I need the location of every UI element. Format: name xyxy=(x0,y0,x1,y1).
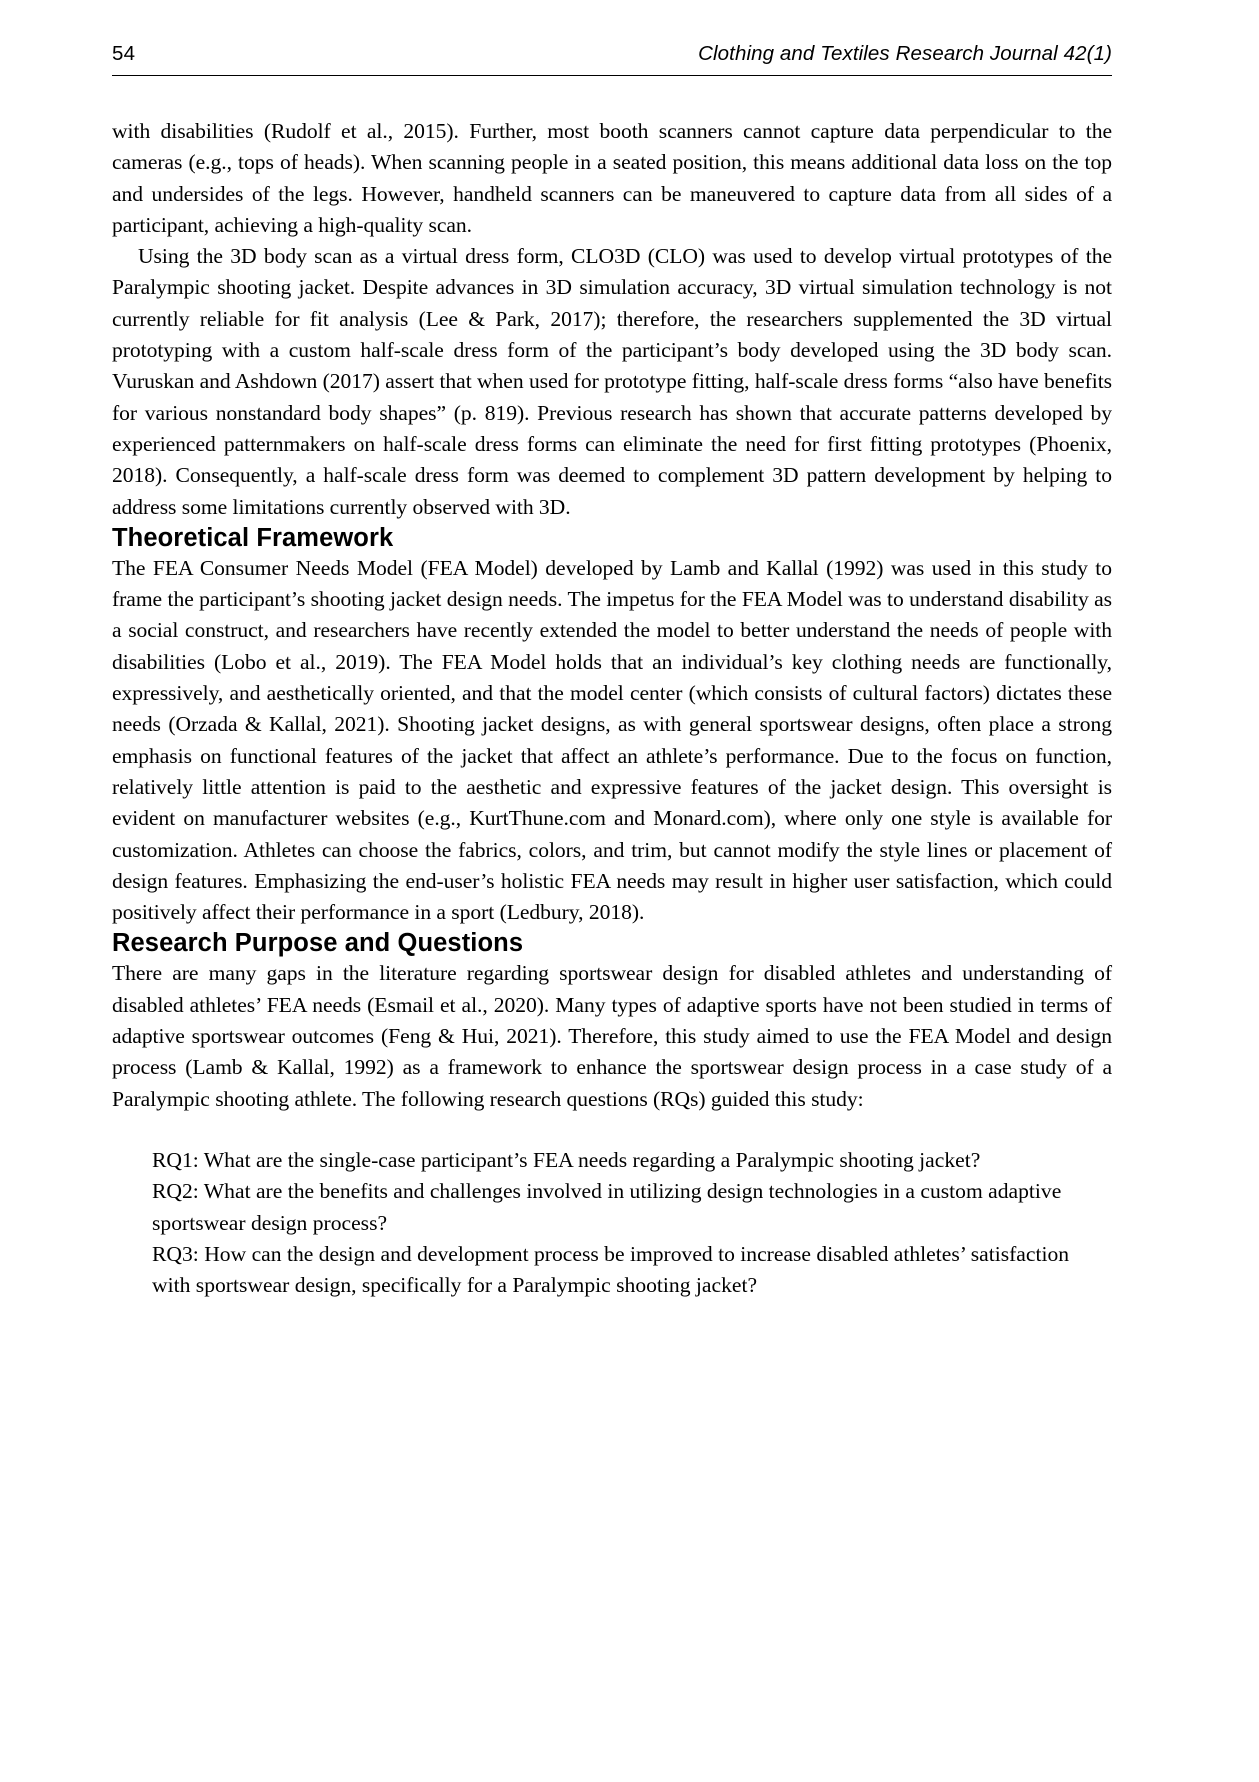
list-item: RQ3: How can the design and development process be improved to increase disabled athletes’ satisfaction with sportswear design, specifically for a Paralympic shooting jacket? xyxy=(152,1241,1070,1298)
list-item: RQ1: What are the single-case participant’s FEA needs regarding a Paralympic shooting jacket? xyxy=(152,1147,981,1172)
paragraph-continued: with disabilities (Rudolf et al., 2015). Further, most booth scanners cannot capture data perpendicular to the cameras (e.g., tops of heads). When scanning people in a seated position, this means additional data loss on the top and undersides of the legs. However, handheld scanners can be maneuvered to capture data from all sides of a participant, achieving a high-quality scan. xyxy=(112,119,1112,237)
heading-theoretical-framework: Theoretical Framework xyxy=(112,523,394,552)
body-text xyxy=(112,116,1112,523)
paragraph-research-purpose: There are many gaps in the literature regarding sportswear design for disabled athletes and understanding of disabled athletes’ FEA needs (Esmail et al., 2020). Many types of adaptive sports have not been studied in terms of adaptive sportswear outcomes (Feng & Hui, 2021). Therefore, this study aimed to use the FEA Model and design process (Lamb & Kallal, 1992) as a framework to enhance the sportswear design process in a case study of a Paralympic shooting athlete. The following research questions (RQs) guided this study: xyxy=(112,961,1112,1111)
journal-title: Clothing and Textiles Research Journal 42(1) xyxy=(698,42,1112,65)
paragraph-theoretical-framework: The FEA Consumer Needs Model (FEA Model) developed by Lamb and Kallal (1992) was used in this study to frame the participant’s shooting jacket design needs. The impetus for the FEA Model was to understand disability as a social construct, and researchers have recently extended the model to better understand the needs of people with disabilities (Lobo et al., 2019). The FEA Model holds that an individual’s key clothing needs are functionally, expressively, and aesthetically oriented, and that the model center (which consists of cultural factors) dictates these needs (Orzada & Kallal, 2021). Shooting jacket designs, as with general sportswear designs, often place a strong emphasis on functional features of the jacket that affect an athlete’s performance. Due to the focus on function, relatively little attention is paid to the aesthetic and expressive features of the jacket design. This oversight is evident on manufacturer websites (e.g., KurtThune.com and Monard.com), where only one style is available for customization. Athletes can choose the fabrics, colors, and trim, but cannot modify the style lines or placement of design features. Emphasizing the end-user’s holistic FEA needs may result in higher user satisfaction, which could positively affect their performance in a sport (Ledbury, 2018). xyxy=(112,555,1112,925)
paragraph-3d-body-scan: Using the 3D body scan as a virtual dress form, CLO3D (CLO) was used to develop virtual prototypes of the Paralympic shooting jacket. Despite advances in 3D simulation accuracy, 3D virtual simulation technology is not currently reliable for fit analysis (Lee & Park, 2017); therefore, the researchers supplemented the 3D virtual prototyping with a custom half-scale dress form of the participant’s body developed using the 3D body scan. Vuruskan and Ashdown (2017) assert that when used for prototype fitting, half-scale dress forms “also have benefits for various nonstandard body shapes” (p. 819). Previous research has shown that accurate patterns developed by experienced patternmakers on half-scale dress forms can eliminate the need for first fitting prototypes (Phoenix, 2018). Consequently, a half-scale dress form was deemed to complement 3D pattern development by helping to address some limitations currently observed with 3D. xyxy=(112,244,1112,519)
list-item: RQ2: What are the benefits and challenges involved in utilizing design technologies in a custom adaptive sportswear design process? xyxy=(152,1179,1062,1235)
page-content-column xyxy=(112,42,1112,1301)
running-head xyxy=(112,42,1112,72)
heading-research-purpose-and-questions: Research Purpose and Questions xyxy=(112,929,524,958)
page-number: 54 xyxy=(112,42,136,65)
header-rule xyxy=(112,75,1112,76)
research-questions-list xyxy=(112,1145,1112,1301)
